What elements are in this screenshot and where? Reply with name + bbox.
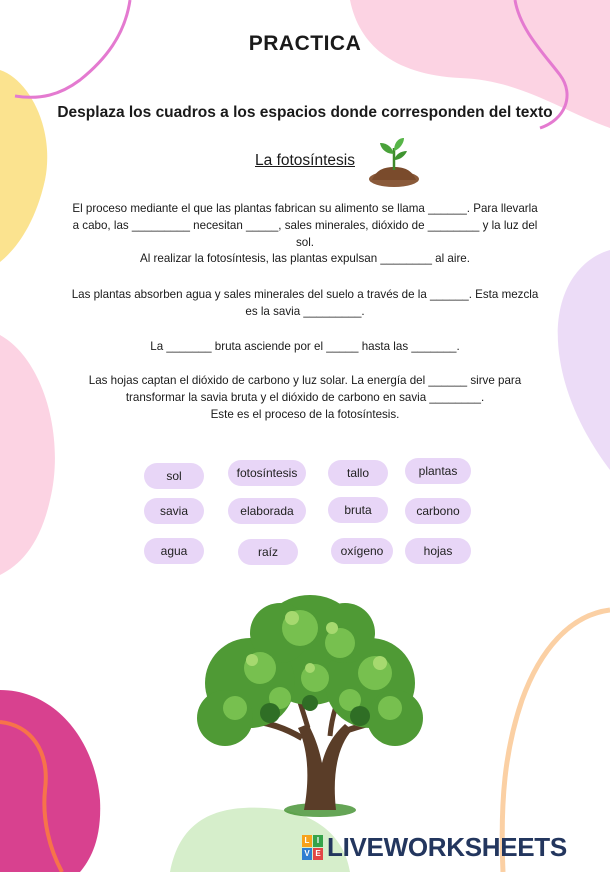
word-chip-fotosintesis[interactable]: fotosíntesis	[228, 460, 306, 486]
word-chip-bruta[interactable]: bruta	[328, 497, 388, 523]
word-chip-agua[interactable]: agua	[144, 538, 204, 564]
logo-text: LIVEWORKSHEETS	[327, 832, 567, 862]
word-chip-tallo[interactable]: tallo	[328, 460, 388, 486]
text-line: Al realizar la fotosíntesis, las plantas expulsan ________ al aire.	[140, 252, 470, 266]
topic-row	[0, 152, 610, 170]
text-line: Este es el proceso de la fotosíntesis.	[210, 407, 400, 421]
topic-title: La fotosíntesis	[255, 152, 355, 169]
word-chip-hojas[interactable]: hojas	[405, 538, 471, 564]
logo-tile: V	[302, 848, 312, 860]
paragraph-4	[40, 373, 570, 423]
liveworksheets-logo	[302, 832, 567, 863]
word-chip-elaborada[interactable]: elaborada	[228, 498, 306, 524]
logo-tile: I	[313, 835, 323, 847]
word-chip-oxigeno[interactable]: oxígeno	[331, 538, 393, 564]
paragraph-3	[40, 339, 570, 356]
tree-illustration	[180, 588, 440, 820]
logo-tile: L	[302, 835, 312, 847]
word-chip-carbono[interactable]: carbono	[405, 498, 471, 524]
word-chip-sol[interactable]: sol	[144, 463, 204, 489]
logo-tile: E	[313, 848, 323, 860]
paragraph-1	[40, 201, 570, 268]
text-line: Las plantas absorben agua y sales minerales del suelo a través de la ______. Esta mezcla	[71, 288, 539, 301]
sprout-plant-icon	[366, 136, 422, 188]
logo-tiles-icon	[302, 835, 324, 861]
page-title: PRACTICA	[248, 32, 362, 55]
instruction-heading: Desplaza los cuadros a los espacios donde corresponden del texto	[57, 104, 553, 121]
text-line: sol.	[295, 235, 315, 249]
text-line: El proceso mediante el que las plantas fabrican su alimento se llama ______. Para llevarla	[72, 202, 538, 215]
text-line: La _______ bruta asciende por el _____ hasta las _______.	[150, 340, 460, 353]
word-chip-savia[interactable]: savia	[144, 498, 204, 524]
text-line: es la savia _________.	[245, 304, 365, 318]
text-line: a cabo, las _________ necesitan _____, sales minerales, dióxido de ________ y la luz del	[72, 218, 538, 232]
paragraph-2	[40, 287, 570, 321]
word-chip-raiz[interactable]: raíz	[238, 539, 298, 565]
pink-blob-left	[0, 335, 55, 575]
lilac-blob-right	[558, 250, 610, 470]
word-chip-plantas[interactable]: plantas	[405, 458, 471, 484]
text-line: transformar la savia bruta y el dióxido de carbono en savia ________.	[125, 390, 485, 404]
text-line: Las hojas captan el dióxido de carbono y luz solar. La energía del ______ sirve para	[88, 374, 522, 387]
